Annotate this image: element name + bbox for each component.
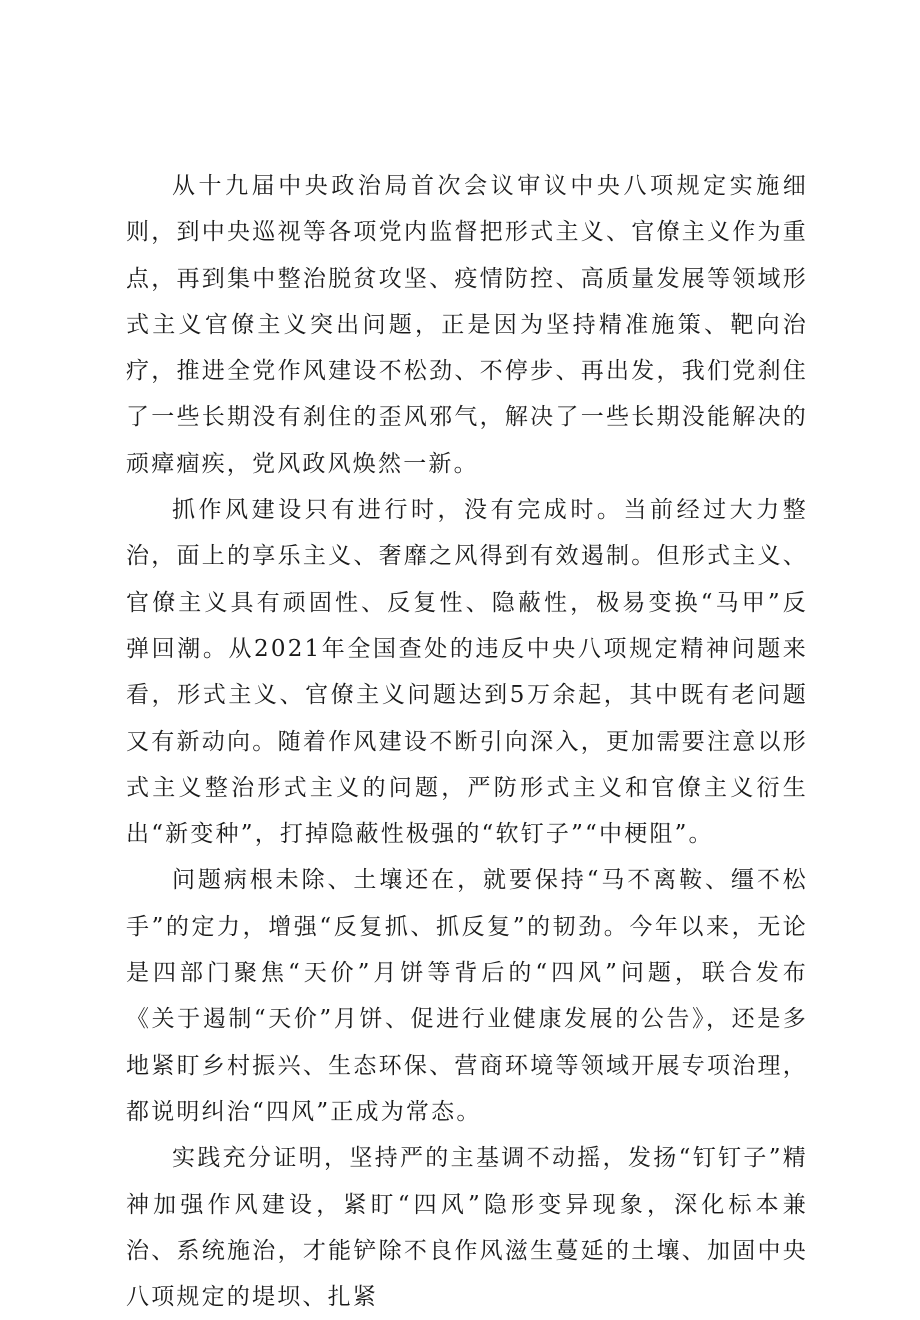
- paragraph-2: 抓作风建设只有进行时，没有完成时。当前经过大力整治，面上的享乐主义、奢靡之风得到有效遏制。但形式主义、官僚主义具有顽固性、反复性、隐蔽性，极易变换“马甲”反弹回潮。从2021年全国查处的违反中央八项规定精神问题来看，形式主义、官僚主义问题达到5万余起，其中既有老问题又有新动向。随着作风建设不断引向深入，更加需要注意以形式主义整治形式主义的问题，严防形式主义和官僚主义衍生出“新变种”，打掉隐蔽性极强的“软钉子”“中梗阻”。: [126, 497, 808, 848]
- paragraph-3: 问题病根未除、土壤还在，就要保持“马不离鞍、缰不松手”的定力，增强“反复抓、抓反复”的韧劲。今年以来，无论是四部门聚焦“天价”月饼等背后的“四风”问题，联合发布《关于遏制“天价”月饼、促进行业健康发展的公告》，还是多地紧盯乡村振兴、生态环保、营商环境等领域开展专项治理，都说明纠治“四风”正成为常态。: [126, 867, 808, 1125]
- document-body: [126, 163, 808, 1320]
- paragraph-4: 实践充分证明，坚持严的主基调不动摇，发扬“钉钉子”精神加强作风建设，紧盯“四风”隐形变异现象，深化标本兼治、系统施治，才能铲除不良作风滋生蔓延的土壤、加固中央八项规定的堤坝、扎紧: [126, 1145, 808, 1311]
- paragraph-1: 从十九届中央政治局首次会议审议中央八项规定实施细则，到中央巡视等各项党内监督把形式主义、官僚主义作为重点，再到集中整治脱贫攻坚、疫情防控、高质量发展等领域形式主义官僚主义突出问题，正是因为坚持精准施策、靶向治疗，推进全党作风建设不松劲、不停步、再出发，我们党刹住了一些长期没有刹住的歪风邪气，解决了一些长期没能解决的顽瘴痼疾，党风政风焕然一新。: [126, 173, 808, 477]
